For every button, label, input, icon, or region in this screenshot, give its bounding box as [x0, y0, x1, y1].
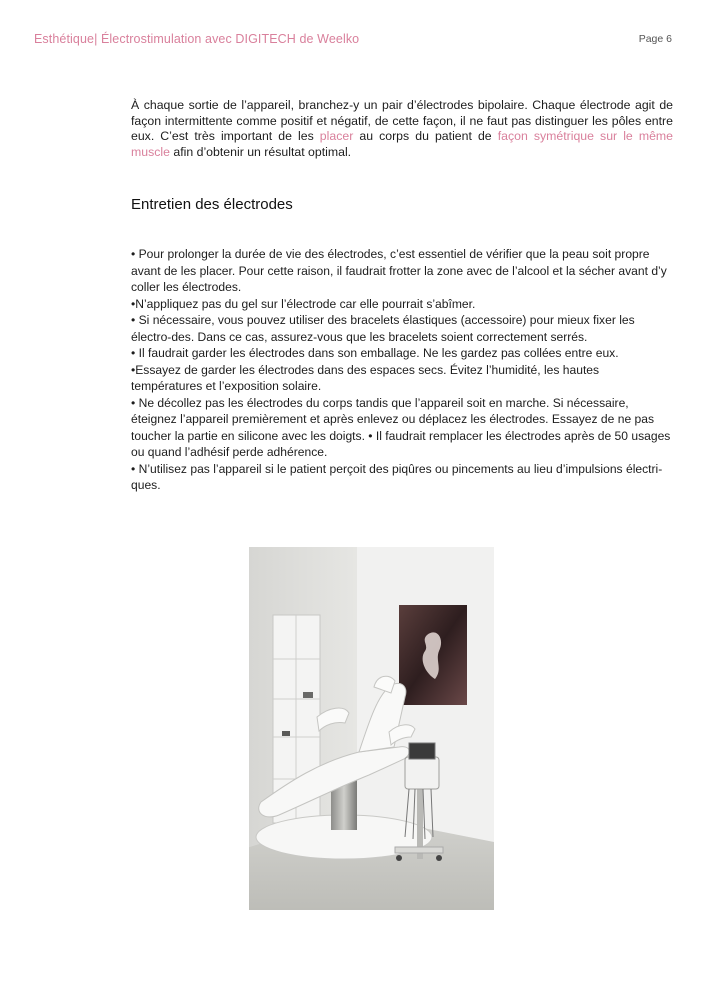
header-title: Esthétique| Électrostimulation avec DIGITECH de Weelko [34, 32, 360, 46]
section-title: Entretien des électrodes [131, 196, 293, 213]
page-number: Page 6 [638, 33, 672, 45]
list-item: • N’utilisez pas l’appareil si le patient perçoit des piqûres ou pincements au lieu d’impulsions électri-ques. [131, 461, 663, 492]
intro-text-1: À chaque sortie de l’appareil, branchez-y un pair d’électrodes bipolaire. Chaque électrode agit de façon intermittente comme positif et négatif, de cette façon, il ne faut pas distinguer les pôles entre eux. C’est très important de les [131, 98, 673, 143]
intro-text-2: au corps du patient de [353, 129, 498, 143]
treatment-room-illustration [249, 547, 494, 910]
treatment-room-photo [249, 547, 494, 910]
list-item: •Essayez de garder les électrodes dans des espaces secs. Évitez l’humidité, les hautes températures et l’exposition solaire. [131, 362, 600, 393]
list-item: • Il faudrait garder les électrodes dans son emballage. Ne les gardez pas collées entre eux. [131, 346, 619, 360]
list-item: • Pour prolonger la durée de vie des électrodes, c’est essentiel de vérifier que la peau soit propre avant de les placer. Pour cette raison, il faudrait frotter la zone avec de l’alcool et la sécher avant d’y coller les électrodes. [131, 247, 667, 294]
list-item: •N’appliquez pas du gel sur l’électrode car elle pourrait s’abîmer. [131, 296, 476, 311]
placer-link[interactable]: placer [319, 129, 354, 143]
symmetry-link[interactable]: façon symétrique sur le même muscle [131, 129, 673, 159]
list-item: • Ne décollez pas les électrodes du corps tandis que l’appareil soit en marche. Si nécessaire, éteignez l’appareil premièrement et après enlevez ou déplacez les électrodes. Essayez de ne pas toucher la partie en silicone avec les doigts. • Il faudrait remplacer les électrodes après de 50 usages ou quand l’adhésif perde adhérence. [131, 395, 671, 459]
list-item: • Si nécessaire, vous pouvez utiliser des bracelets élastiques (accessoire) pour mieux fixer les électro-des. Dans ce cas, assurez-vous que les bracelets soient correctement serrés. [131, 313, 635, 344]
intro-text-3: afin d’obtenir un résultat optimal. [169, 144, 352, 159]
intro-paragraph [131, 98, 673, 160]
maintenance-list [131, 246, 671, 494]
